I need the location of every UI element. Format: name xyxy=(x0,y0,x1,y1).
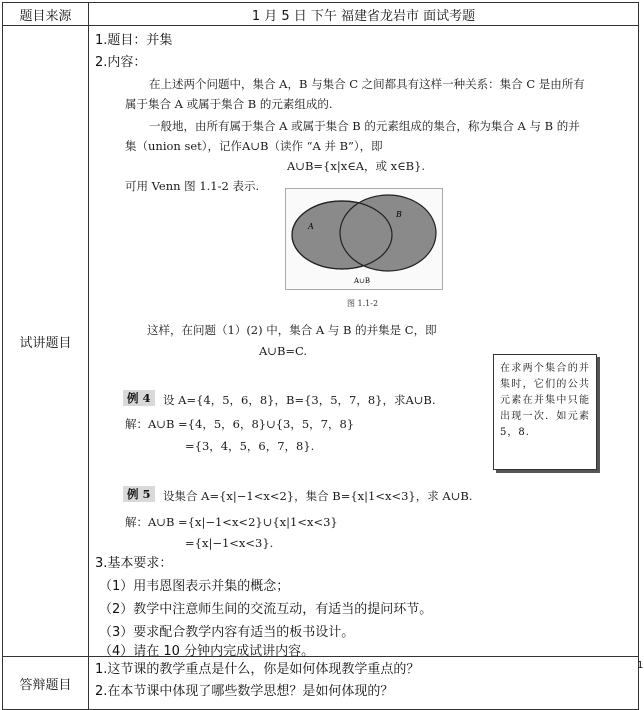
defense-row xyxy=(3,657,639,710)
trial-label: 试讲题目 xyxy=(3,26,89,657)
example5-solution1: 解：A∪B ={x|−1<x<2}∪{x|1<x<3} xyxy=(125,515,338,529)
para1-line2: 属于集合 A 或属于集合 B 的元素组成的. xyxy=(125,97,333,111)
example5-text: 设集合 A={x|−1<x<2}，集合 B={x|1<x<3}，求 A∪B. xyxy=(163,489,473,503)
venn-label-b: B xyxy=(396,210,402,219)
requirement-item: （1）用韦恩图表示并集的概念； xyxy=(99,579,290,594)
example5-solution2: ={x|−1<x<3}. xyxy=(185,536,274,550)
defense-questions-cell xyxy=(89,657,639,710)
defense-question: 2.在本节课中体现了哪些数学思想？是如何体现的？ xyxy=(95,684,394,699)
union-result: A∪B=C. xyxy=(259,344,308,358)
header-row xyxy=(3,3,639,26)
source-label: 题目来源 xyxy=(3,3,89,26)
example4-solution2: ={3，4，5，6，7，8}. xyxy=(185,439,315,453)
para3: 这样，在问题（1）(2) 中，集合 A 与 B 的并集是 C，即 xyxy=(147,323,437,337)
union-formula: A∪B={x|x∈A，或 x∈B}. xyxy=(287,159,426,173)
example5-label: 例 5 xyxy=(123,486,155,502)
venn-set-b xyxy=(340,195,436,271)
para2-line1: 一般地，由所有属于集合 A 或属于集合 B 的元素组成的集合，称为集合 A 与 B 的并 xyxy=(149,119,580,133)
page-number: 1 xyxy=(637,660,644,671)
venn-label-a: A xyxy=(308,222,314,231)
source-value: 1 月 5 日 下午 福建省龙岩市 面试考题 xyxy=(89,3,639,26)
example4-text: 设 A={4，5，6，8}，B={3，5，7，8}，求A∪B. xyxy=(163,393,436,407)
topic-title: 1.题目：并集 xyxy=(95,33,173,48)
para2-line2: 集（union set），记作A∪B（读作 “A 并 B”），即 xyxy=(125,139,383,153)
venn-intro: 可用 Venn 图 1.1-2 表示. xyxy=(125,179,260,193)
venn-svg xyxy=(286,189,442,289)
exam-table xyxy=(2,2,639,710)
margin-note: 在求两个集合的并集时，它们的公共元素在并集中只能出现一次．如元素 5，8. xyxy=(493,354,597,470)
defense-question: 1.这节课的教学重点是什么，你是如何体现教学重点的？ xyxy=(95,662,420,677)
trial-row xyxy=(3,26,639,657)
requirement-item: （4）请在 10 分钟内完成试讲内容。 xyxy=(99,644,315,659)
venn-diagram xyxy=(285,188,443,290)
requirements-label: 3.基本要求： xyxy=(95,556,173,571)
example4-solution1: 解：A∪B ={4，5，6，8}∪{3，5，7，8} xyxy=(125,417,355,431)
trial-content-cell xyxy=(89,26,639,657)
requirement-item: （3）要求配合教学内容有适当的板书设计。 xyxy=(99,625,355,640)
content-label: 2.内容： xyxy=(95,55,147,70)
venn-label-union: A∪B xyxy=(354,277,371,285)
para1-line1: 在上述两个问题中，集合 A，B 与集合 C 之间都具有这样一种关系：集合 C 是由所有 xyxy=(149,77,585,91)
defense-label: 答辩题目 xyxy=(3,657,89,710)
example4-label: 例 4 xyxy=(123,390,155,406)
figure-caption: 图 1.1-2 xyxy=(347,299,379,308)
requirement-item: （2）教学中注意师生间的交流互动，有适当的提问环节。 xyxy=(99,602,433,617)
